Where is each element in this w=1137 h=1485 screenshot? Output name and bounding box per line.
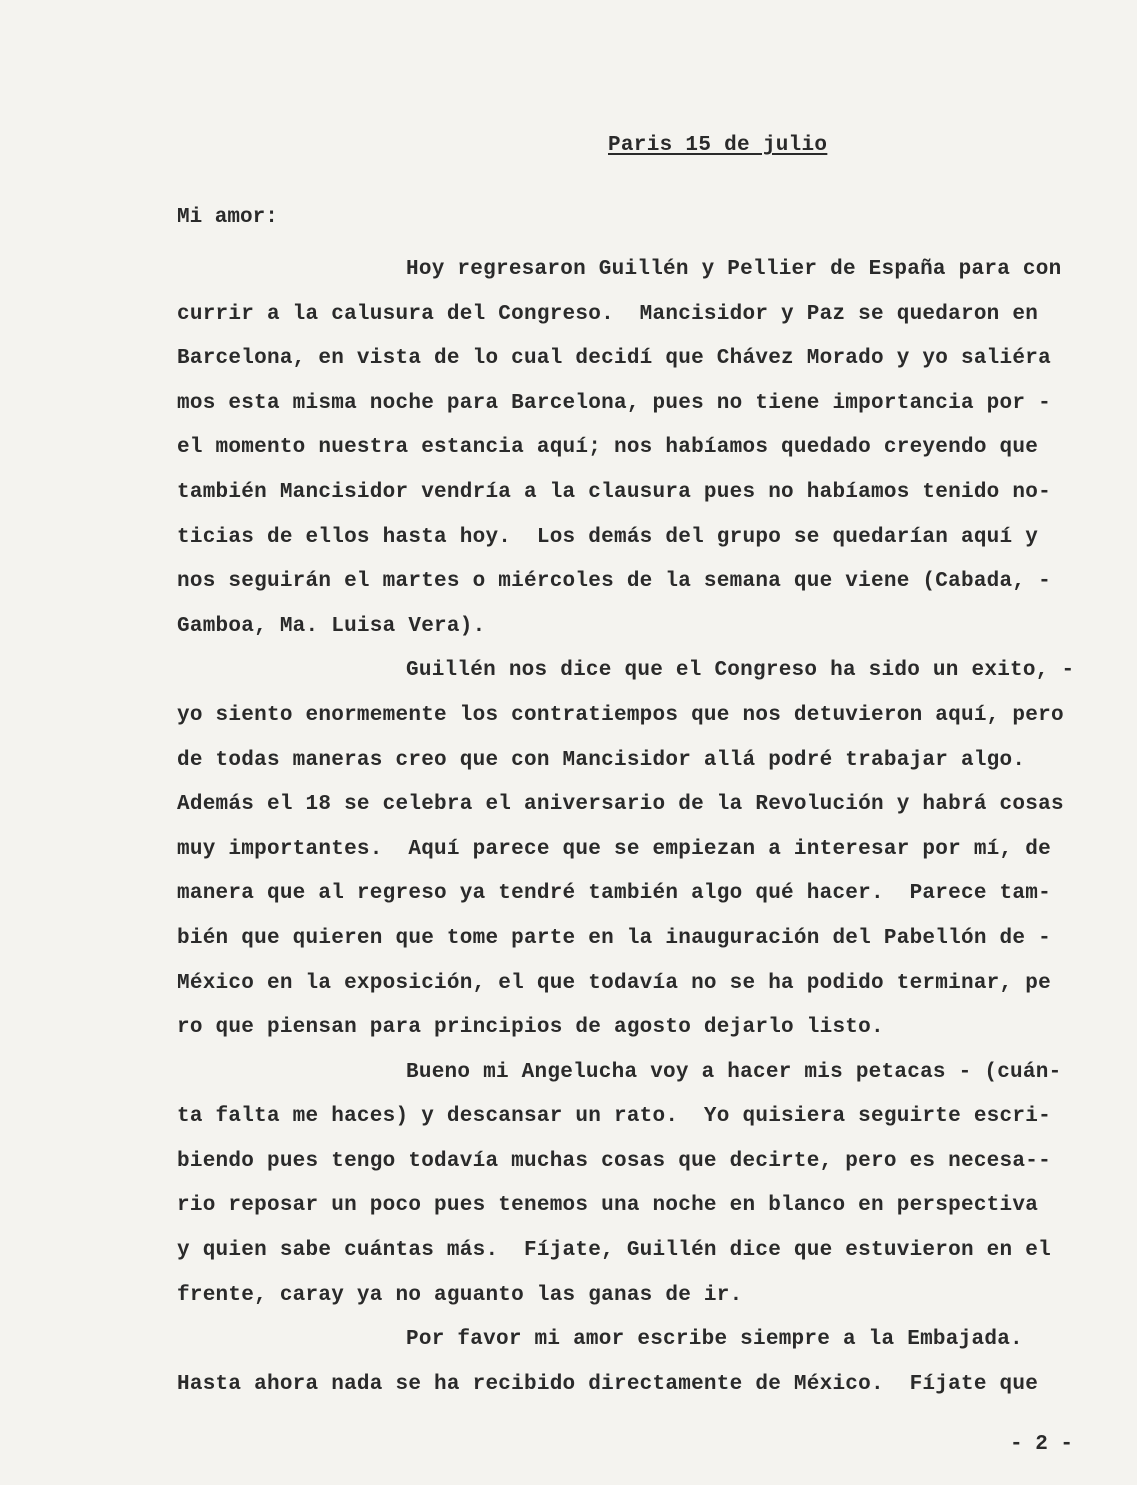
paragraph-1-line-2: currir a la calusura del Congreso. Mancisidor y Paz se quedaron en bbox=[177, 302, 1039, 326]
paragraph-1-line-7: ticias de ellos hasta hoy. Los demás del grupo se quedarían aquí y bbox=[177, 525, 1039, 549]
paragraph-4-line-2: Hasta ahora nada se ha recibido directamente de México. Fíjate que bbox=[177, 1372, 1039, 1396]
paragraph-1-line-6: también Mancisidor vendría a la clausura pues no habíamos tenido no- bbox=[177, 480, 1051, 504]
paragraph-3-line-2: ta falta me haces) y descansar un rato. Yo quisiera seguirte escri- bbox=[177, 1105, 1051, 1129]
paragraph-2-line-2: yo siento enormemente los contratiempos que nos detuvieron aquí, pero bbox=[177, 703, 1064, 727]
paragraph-1-line-8: nos seguirán el martes o miércoles de la semana que viene (Cabada, - bbox=[177, 570, 1051, 594]
letter-date: Paris 15 de julio bbox=[608, 134, 828, 157]
paragraph-3-line-1: Bueno mi Angelucha voy a hacer mis petacas - (cuán- bbox=[406, 1060, 1062, 1084]
paragraph-2-line-5: muy importantes. Aquí parece que se empiezan a interesar por mí, de bbox=[177, 837, 1051, 861]
paragraph-1-line-3: Barcelona, en vista de lo cual decidí que Chávez Morado y yo saliéra bbox=[177, 347, 1051, 371]
page-number: - 2 - bbox=[1010, 1433, 1074, 1456]
letter-body bbox=[177, 248, 1107, 1407]
paragraph-1-line-5: el momento nuestra estancia aquí; nos habíamos quedado creyendo que bbox=[177, 436, 1039, 460]
paragraph-2-line-4: Además el 18 se celebra el aniversario de la Revolución y habrá cosas bbox=[177, 793, 1064, 817]
paragraph-2-line-7: bién que quieren que tome parte en la inauguración del Pabellón de - bbox=[177, 926, 1051, 950]
paragraph-3-line-4: rio reposar un poco pues tenemos una noche en blanco en perspectiva bbox=[177, 1194, 1039, 1218]
paragraph-2-line-1: Guillén nos dice que el Congreso ha sido un exito, - bbox=[406, 659, 1075, 683]
paragraph-2-line-9: ro que piensan para principios de agosto dejarlo listo. bbox=[177, 1016, 884, 1040]
paragraph-1-line-1: Hoy regresaron Guillén y Pellier de España para con bbox=[406, 258, 1062, 281]
paragraph-1-line-4: mos esta misma noche para Barcelona, pues no tiene importancia por - bbox=[177, 391, 1051, 415]
paragraph-3-line-6: frente, caray ya no aguanto las ganas de ir. bbox=[177, 1283, 743, 1307]
paragraph-2-line-3: de todas maneras creo que con Mancisidor allá podré trabajar algo. bbox=[177, 748, 1026, 772]
paragraph-3-line-5: y quien sabe cuántas más. Fíjate, Guillén dice que estuvieron en el bbox=[177, 1239, 1051, 1263]
paragraph-3-line-3: biendo pues tengo todavía muchas cosas que decirte, pero es necesa-- bbox=[177, 1149, 1051, 1173]
paragraph-1-line-9: Gamboa, Ma. Luisa Vera). bbox=[177, 614, 486, 638]
letter-greeting: Mi amor: bbox=[177, 206, 278, 229]
paragraph-2-line-8: México en la exposición, el que todavía no se ha podido terminar, pe bbox=[177, 971, 1051, 995]
paragraph-2-line-6: manera que al regreso ya tendré también algo qué hacer. Parece tam- bbox=[177, 882, 1051, 906]
paragraph-4-line-1: Por favor mi amor escribe siempre a la Embajada. bbox=[406, 1328, 1023, 1352]
